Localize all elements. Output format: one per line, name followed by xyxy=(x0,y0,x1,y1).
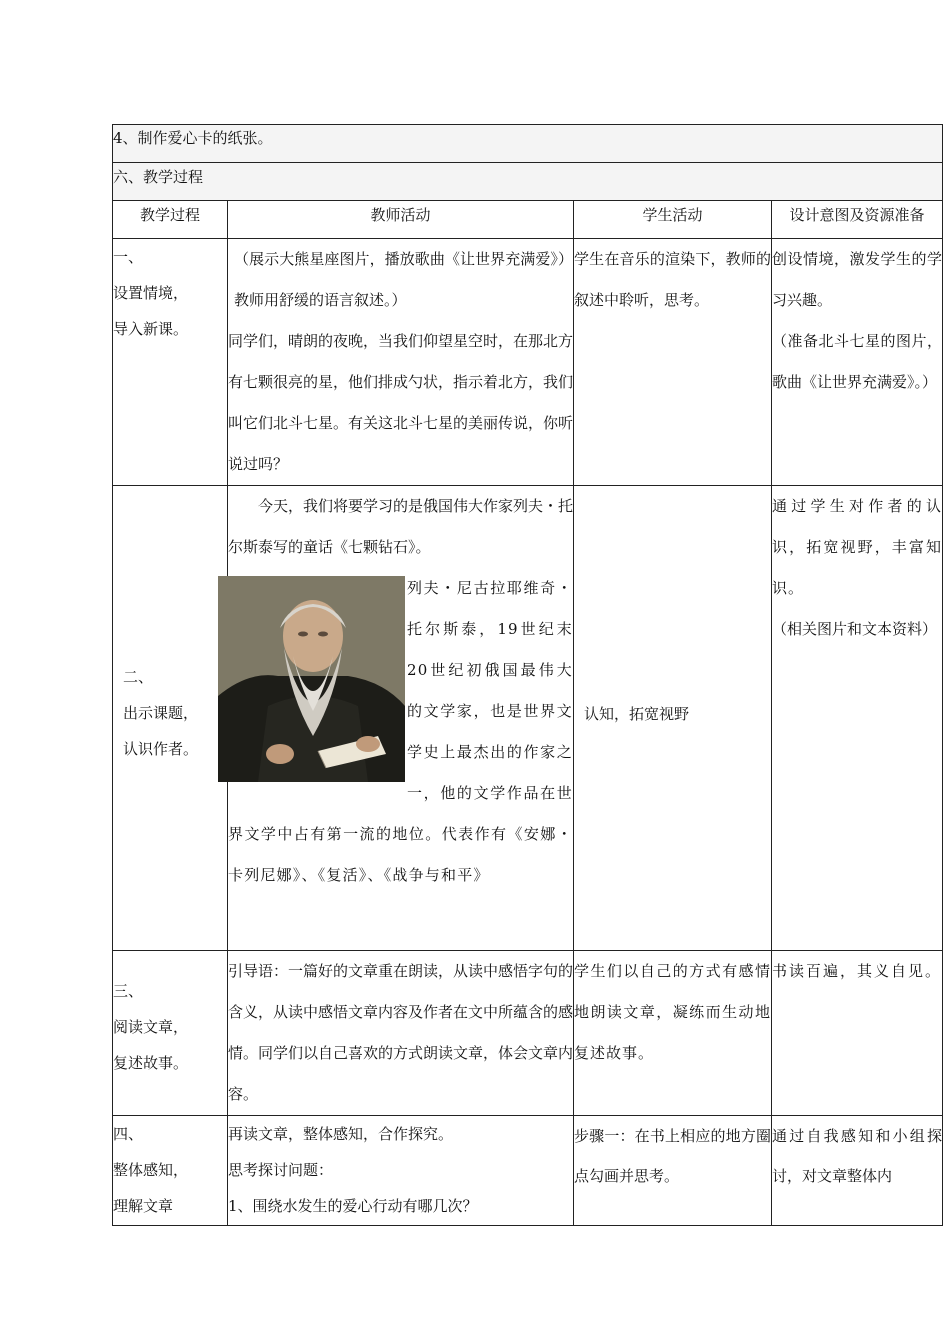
stage-title: 出示课题， xyxy=(123,704,199,722)
stage-number: 二、 xyxy=(123,668,154,686)
table-row xyxy=(113,1116,943,1226)
stage-title: 设置情境， xyxy=(113,284,189,302)
table-row xyxy=(113,951,943,1116)
materials-line: 4、制作爱心卡的纸张。 xyxy=(113,125,943,163)
stage-number: 一、 xyxy=(113,248,144,266)
student-text: 步骤一：在书上相应的地方圈点勾画并思考。 xyxy=(574,1127,771,1185)
design-cell xyxy=(772,1116,943,1226)
stage-title: 导入新课。 xyxy=(113,320,189,338)
lesson-plan-table xyxy=(112,124,943,1226)
author-bio-text: 列夫・尼古拉耶维奇・托尔斯泰，19世纪末20世纪初俄国最伟大的文学家，也是世界文学史上最杰出的作家之一，他的文学作品在世界文学中占有第一流的地位。代表作有《安娜・卡列尼娜》、《复活》、《战争与和平》 xyxy=(228,579,573,884)
stage-number: 四、 xyxy=(113,1125,144,1143)
table-row xyxy=(113,486,943,951)
teacher-text: 引导语：一篇好的文章重在朗读，从读中感悟字句的含义，从读中感悟文章内容及作者在文中所蕴含的感情。同学们以自己喜欢的方式朗读文章，体会文章内容。 xyxy=(228,962,574,1103)
stage-cell xyxy=(113,486,228,951)
student-text: 认知，拓宽视野 xyxy=(584,704,690,723)
teacher-text: （展示大熊星座图片，播放歌曲《让世界充满爱》）教师用舒缓的语言叙述。） xyxy=(234,250,573,309)
author-portrait xyxy=(218,576,405,782)
design-text: 通过学生对作者的认识，拓宽视野，丰富知识。 xyxy=(772,497,943,597)
stage-cell xyxy=(113,239,228,486)
stage-title: 阅读文章， xyxy=(113,1018,189,1036)
header-design: 设计意图及资源准备 xyxy=(772,201,943,239)
stage-cell xyxy=(113,951,228,1116)
student-activity-cell xyxy=(574,951,772,1116)
student-activity-cell xyxy=(574,486,772,951)
student-activity-cell xyxy=(574,239,772,486)
design-text: 创设情境，激发学生的学习兴趣。 xyxy=(772,250,943,309)
design-text: （准备北斗七星的图片，歌曲《让世界充满爱》。） xyxy=(772,332,943,391)
student-text: 学生们以自己的方式有感情地朗读文章，凝练而生动地复述故事。 xyxy=(574,962,771,1062)
stage-title: 理解文章 xyxy=(113,1197,174,1215)
header-student: 学生活动 xyxy=(574,201,772,239)
author-bio xyxy=(228,568,573,896)
header-row xyxy=(113,201,943,239)
design-text: 通过自我感知和小组探讨，对文章整体内 xyxy=(772,1127,943,1185)
stage-title: 整体感知， xyxy=(113,1161,189,1179)
teacher-text: 1、围绕水发生的爱心行动有哪几次？ xyxy=(228,1197,478,1215)
teacher-activity-cell xyxy=(228,239,574,486)
design-cell xyxy=(772,239,943,486)
teacher-activity-cell xyxy=(228,1116,574,1226)
design-cell xyxy=(772,951,943,1116)
stage-number: 三、 xyxy=(113,982,144,1000)
teacher-text: 思考探讨问题： xyxy=(228,1161,334,1179)
teacher-intro: 今天，我们将要学习的是俄国伟大作家列夫・托尔斯泰写的童话《七颗钻石》。 xyxy=(228,497,574,556)
header-teacher: 教师活动 xyxy=(228,201,574,239)
teacher-activity-cell xyxy=(228,486,574,951)
design-text: （相关图片和文本资料） xyxy=(772,620,938,638)
materials-row xyxy=(113,125,943,163)
header-stage: 教学过程 xyxy=(113,201,228,239)
teacher-text: 同学们，晴朗的夜晚，当我们仰望星空时，在那北方有七颗很亮的星，他们排成勺状，指示着北方，我们叫它们北斗七星。有关这北斗七星的美丽传说，你听说过吗？ xyxy=(228,332,574,473)
design-cell xyxy=(772,486,943,951)
table-row xyxy=(113,239,943,486)
section-title: 六、教学过程 xyxy=(113,163,943,201)
student-text: 学生在音乐的渲染下，教师的叙述中聆听，思考。 xyxy=(574,250,771,309)
design-text: 书读百遍，其义自见。 xyxy=(772,962,943,980)
teacher-text: 再读文章，整体感知，合作探究。 xyxy=(228,1125,454,1143)
section-row xyxy=(113,163,943,201)
stage-title: 认识作者。 xyxy=(123,740,199,758)
stage-title: 复述故事。 xyxy=(113,1054,189,1072)
teacher-activity-cell xyxy=(228,951,574,1116)
student-activity-cell xyxy=(574,1116,772,1226)
stage-cell xyxy=(113,1116,228,1226)
